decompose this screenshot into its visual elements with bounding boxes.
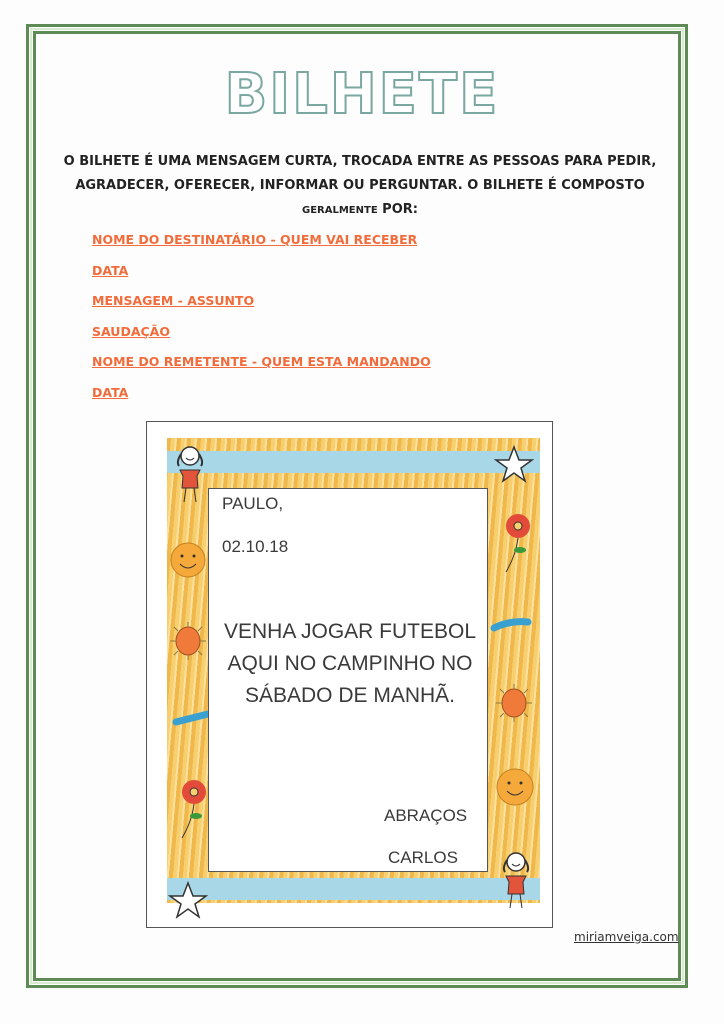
sun-icon	[168, 618, 208, 664]
caterpillar-icon	[490, 612, 534, 636]
girl-icon	[172, 444, 208, 504]
girl-icon	[498, 850, 534, 910]
intro-paragraph	[40, 150, 680, 223]
blue-band-bottom	[167, 878, 540, 900]
note-message	[210, 616, 490, 712]
list-item: DATA	[92, 262, 129, 278]
intro-line-3-rest: POR:	[377, 202, 418, 217]
intro-line-2: AGRADECER, OFERECER, INFORMAR OU PERGUNTAR. O BILHETE É COMPOSTO	[75, 178, 645, 193]
list-item: MENSAGEM - ASSUNTO	[92, 293, 255, 308]
note-message-line: AQUI NO CAMPINHO NO	[227, 652, 473, 675]
intro-line-3	[40, 198, 680, 223]
footer-link[interactable]: miriamveiga.com	[574, 930, 679, 944]
note-recipient: PAULO,	[222, 494, 284, 513]
list-item: NOME DO DESTINATÁRIO - QUEM VAI RECEBER	[92, 232, 418, 247]
note-message-line: SÁBADO DE MANHÃ.	[244, 684, 456, 707]
sun-face-icon	[168, 540, 208, 580]
star-icon	[494, 444, 534, 484]
blue-band-top	[167, 451, 540, 473]
star-icon	[168, 880, 208, 920]
caterpillar-icon	[172, 706, 212, 730]
parts-list	[92, 230, 431, 413]
note-closing: ABRAÇOS	[384, 806, 468, 825]
sun-face-icon	[494, 766, 536, 808]
list-item: SAUDAÇÃO	[92, 323, 170, 339]
intro-line-3-small: GERALMENTE	[302, 205, 378, 216]
sun-icon	[494, 680, 534, 726]
page-title: BILHETE	[224, 62, 500, 127]
list-item: DATA	[92, 384, 129, 400]
list-item: NOME DO REMETENTE - QUEM ESTA MANDANDO	[92, 354, 431, 369]
intro-line-1: O BILHETE É UMA MENSAGEM CURTA, TROCADA ENTRE AS PESSOAS PARA PEDIR,	[63, 154, 657, 169]
note-date: 02.10.18	[222, 537, 289, 556]
flower-icon	[498, 510, 538, 578]
note-message-line: VENHA JOGAR FUTEBOL	[223, 620, 477, 643]
note-sender: CARLOS	[388, 848, 458, 867]
